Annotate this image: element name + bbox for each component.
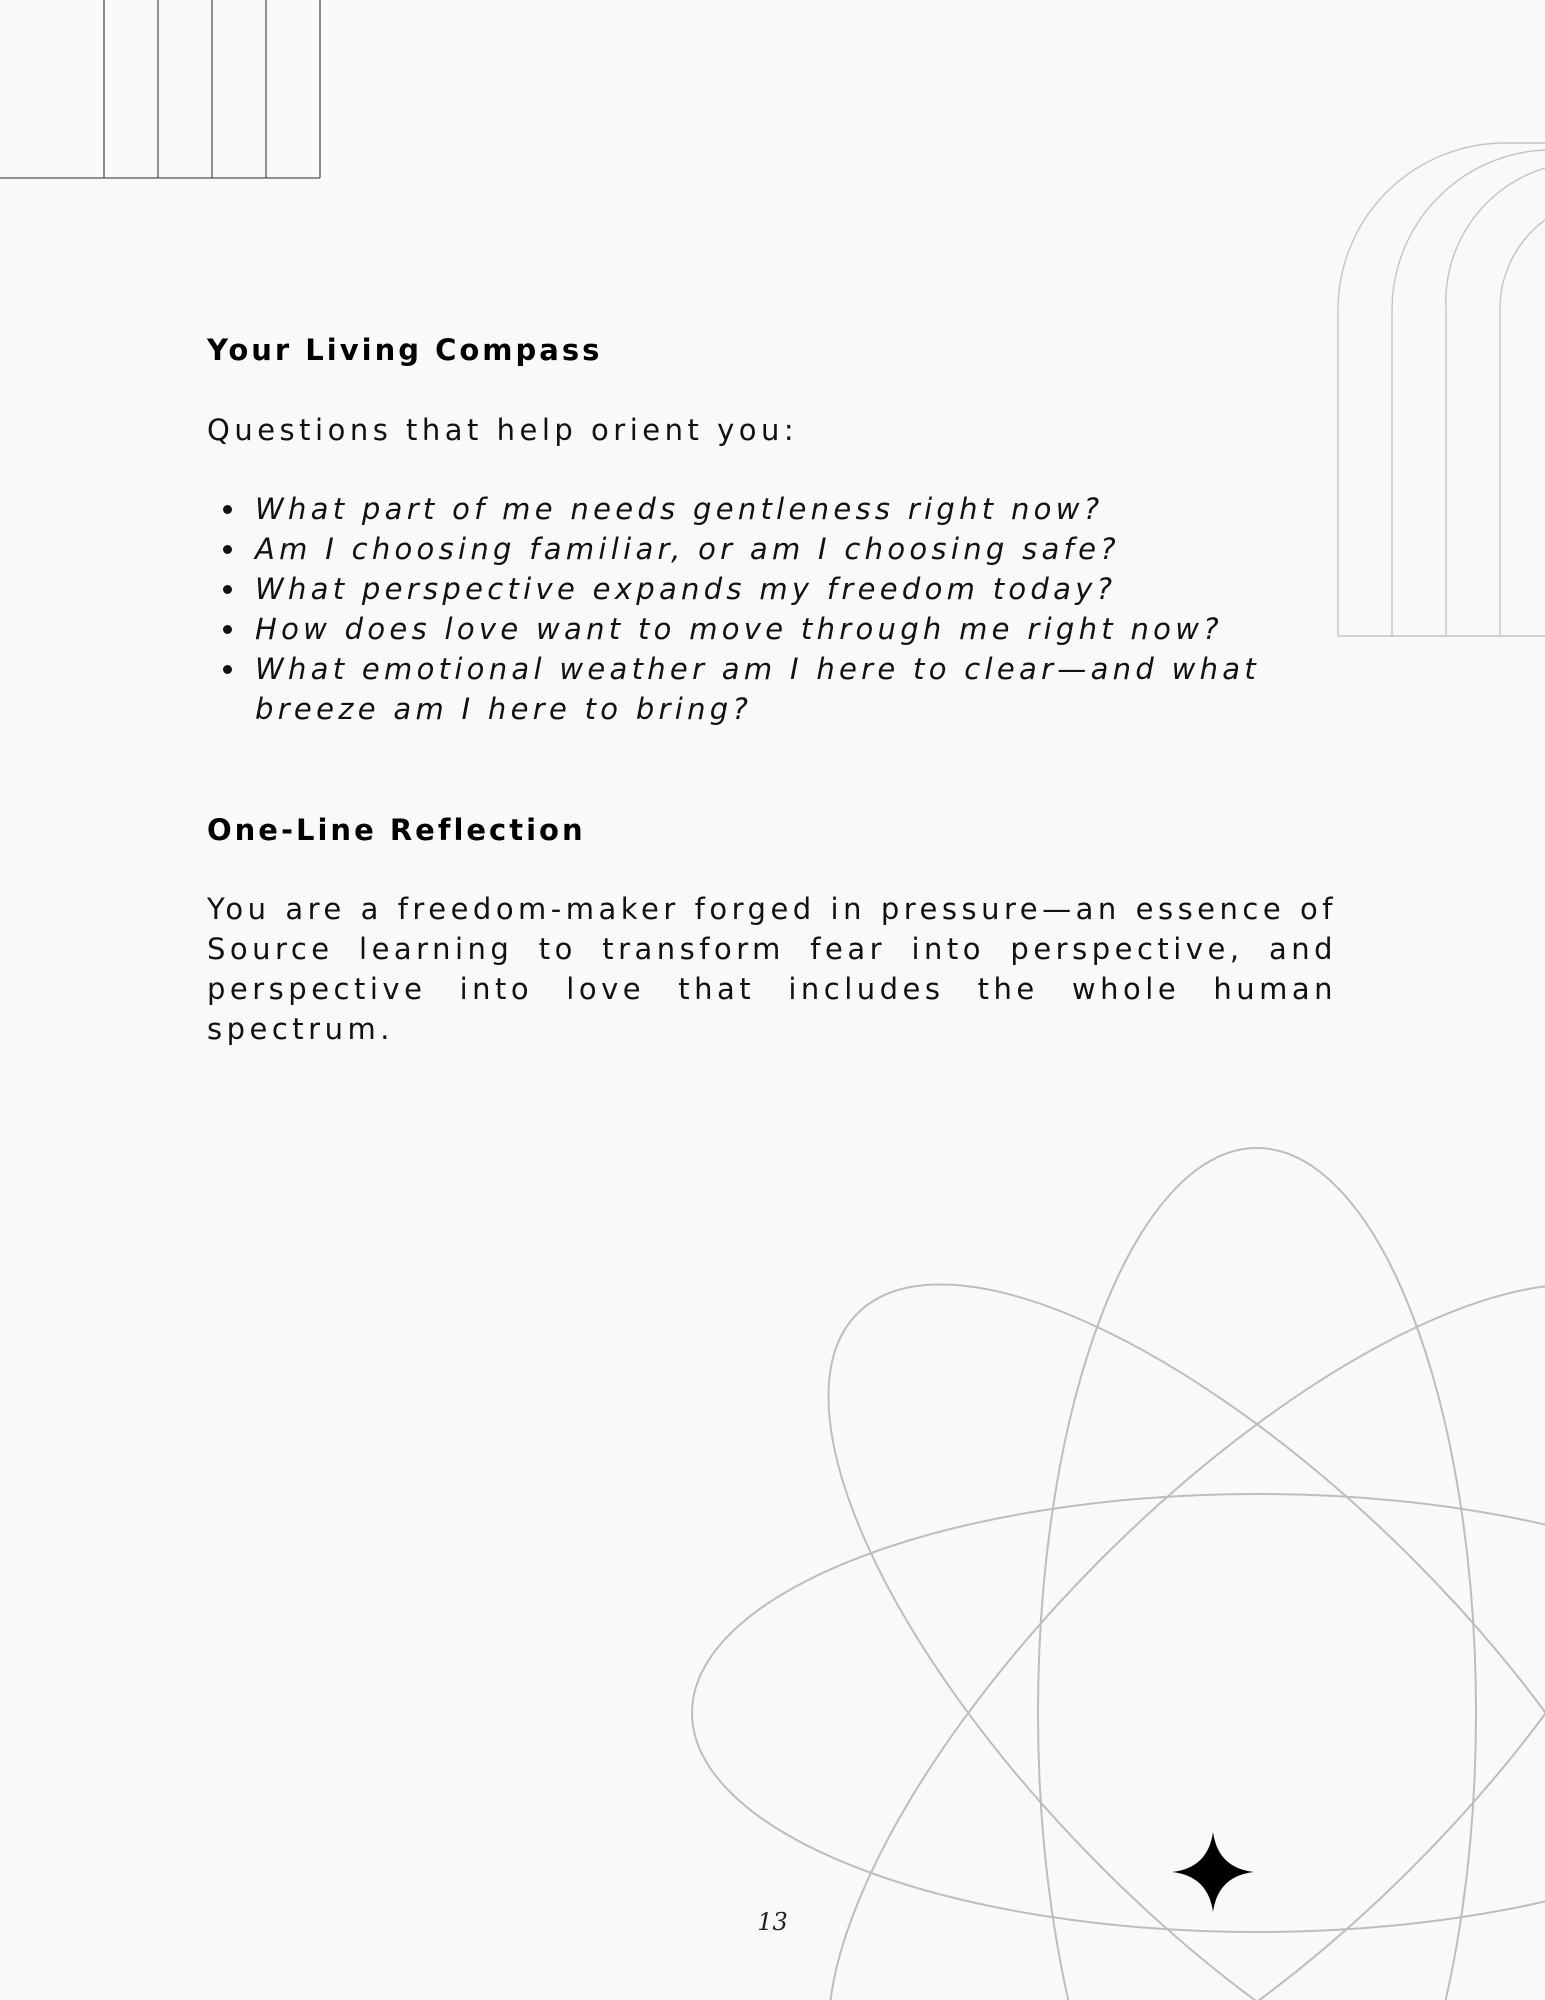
bullet-icon xyxy=(223,625,232,634)
question-text: Am I choosing familiar, or am I choosing safe? xyxy=(255,532,1120,566)
list-item xyxy=(207,649,1337,729)
reflection-paragraph: You are a freedom-maker forged in pressure—an essence of Source learning to transform fear into perspective, and perspective into love that includes the whole human spectrum. xyxy=(207,892,1337,1046)
bullet-icon xyxy=(223,545,232,554)
page-number: 13 xyxy=(757,1908,788,1936)
bullet-icon xyxy=(223,505,232,514)
question-text: What part of me needs gentleness right now? xyxy=(255,492,1104,526)
living-compass-heading: Your Living Compass xyxy=(207,333,603,367)
list-item xyxy=(207,609,1337,649)
list-item xyxy=(207,569,1337,609)
list-item xyxy=(207,529,1337,569)
one-line-reflection-heading: One-Line Reflection xyxy=(207,813,586,847)
question-text: What perspective expands my freedom today? xyxy=(255,572,1117,606)
page-content xyxy=(207,333,1337,1049)
questions-intro: Questions that help orient you: xyxy=(207,413,799,447)
questions-list xyxy=(207,489,1337,729)
bullet-icon xyxy=(223,585,232,594)
bullet-icon xyxy=(223,665,232,674)
question-text: What emotional weather am I here to clear—and what breeze am I here to bring? xyxy=(255,652,1261,726)
list-item xyxy=(207,489,1337,529)
question-text: How does love want to move through me right now? xyxy=(255,612,1223,646)
